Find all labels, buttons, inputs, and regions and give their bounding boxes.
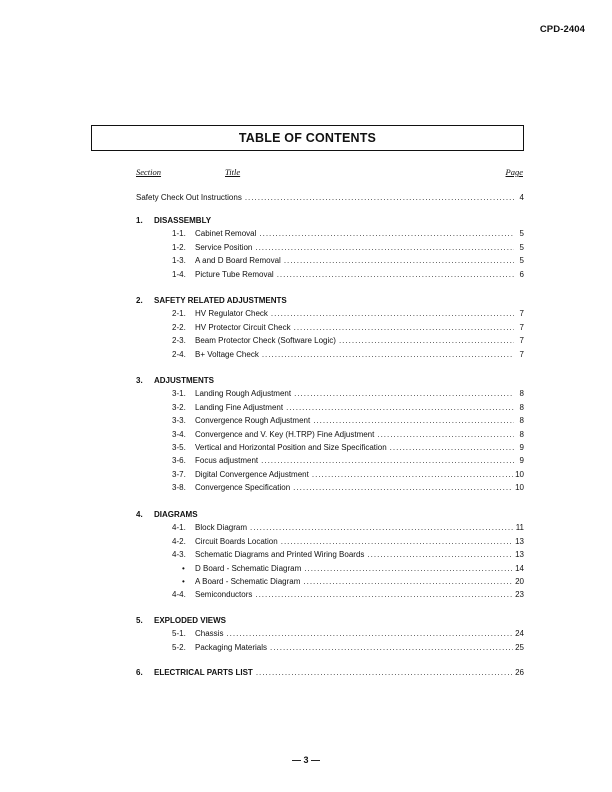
toc-entry[interactable]: [182, 564, 524, 574]
chapter-title: ELECTRICAL PARTS LIST: [154, 668, 253, 677]
entry-text: [172, 430, 374, 440]
dot-leader: [245, 193, 514, 203]
dot-leader: [294, 323, 514, 333]
chapter-title: DIAGRAMS: [154, 510, 198, 519]
entry-label: Landing Rough Adjustment: [195, 389, 292, 399]
dot-leader: [339, 336, 514, 346]
entry-label: Block Diagram: [195, 523, 248, 533]
entry-text: [172, 537, 278, 547]
entry-label: A and D Board Removal: [195, 256, 281, 266]
dot-leader: [367, 550, 513, 560]
entry-number: 3-1.: [172, 389, 186, 399]
toc-entry[interactable]: [172, 456, 524, 466]
entry-page: 8: [519, 416, 524, 426]
dot-leader: [294, 389, 514, 399]
page-number: — 3 —: [291, 755, 320, 765]
dot-leader: [312, 470, 513, 480]
entry-number: 1-4.: [172, 269, 186, 279]
entry-text: [172, 256, 281, 266]
toc-entry[interactable]: [172, 629, 524, 639]
entry-label: Beam Protector Check (Software Logic): [195, 336, 336, 346]
entry-number: 3-4.: [172, 429, 186, 439]
entry-text: [182, 564, 301, 574]
entry-page: 8: [519, 389, 524, 399]
entry-page: 7: [519, 322, 524, 332]
entry-page: 5: [519, 242, 524, 252]
entry-label: Service Position: [195, 242, 253, 252]
entry-number: 3-5.: [172, 443, 186, 452]
chapter-heading[interactable]: [136, 668, 524, 678]
entry-label: Vertical and Horizontal Position and Size Specification: [195, 443, 387, 452]
dot-leader: [281, 537, 513, 547]
entry-label: Circuit Boards Location: [195, 536, 278, 546]
entry-text: [172, 309, 268, 319]
toc-entry[interactable]: [172, 416, 524, 426]
entry-number: 2-3.: [172, 336, 186, 346]
toc-entry[interactable]: [172, 643, 524, 653]
entry-page: 9: [519, 456, 524, 466]
entry-number: 2-4.: [172, 349, 186, 359]
entry-page: 20: [515, 577, 524, 586]
entry-text: [172, 550, 364, 560]
entry-label: Picture Tube Removal: [195, 269, 274, 279]
entry-number: 2-2.: [172, 322, 186, 332]
entry-label: Semiconductors: [195, 590, 253, 600]
entry-page: 7: [519, 309, 524, 319]
entry-label: B+ Voltage Check: [195, 349, 259, 359]
dot-leader: [271, 309, 514, 319]
dot-leader: [284, 256, 514, 266]
toc-entry[interactable]: [172, 256, 524, 266]
entry-page: 10: [515, 483, 524, 493]
dot-leader: [277, 270, 514, 280]
entry-label: Safety Check Out Instructions: [136, 193, 242, 202]
entry-text: [172, 483, 290, 493]
entry-label: Schematic Diagrams and Printed Wiring Boards: [195, 550, 365, 560]
entry-text: [172, 629, 223, 639]
chapter-heading[interactable]: [136, 216, 211, 226]
entry-text: [172, 323, 291, 333]
entry-number: 2-1.: [172, 309, 186, 319]
entry-page: 5: [519, 256, 524, 266]
toc-entry[interactable]: [172, 309, 524, 319]
entry-page: 8: [519, 429, 524, 439]
toc-entry[interactable]: [172, 443, 524, 453]
entry-number: 4-1.: [172, 523, 186, 533]
chapter-heading[interactable]: [136, 296, 287, 306]
dot-leader: [259, 229, 514, 239]
entry-label: Cabinet Removal: [195, 229, 257, 239]
entry-label: HV Regulator Check: [195, 309, 268, 319]
entry-text: [172, 470, 309, 480]
dot-leader: [261, 456, 514, 466]
entry-page: 23: [515, 590, 524, 600]
chapter-heading[interactable]: [136, 616, 226, 626]
toc-entry[interactable]: [172, 523, 524, 533]
entry-label: Convergence Rough Adjustment: [195, 416, 311, 426]
entry-label: Packaging Materials: [195, 642, 268, 652]
dot-leader: [313, 416, 514, 426]
chapter-title: EXPLODED VIEWS: [154, 616, 227, 625]
dot-leader: [255, 590, 513, 600]
toc-entry[interactable]: [172, 323, 524, 333]
entry-page: 13: [515, 550, 524, 560]
toc-entry[interactable]: [182, 577, 524, 587]
toc-entry[interactable]: [172, 229, 524, 239]
entry-page: 8: [519, 402, 524, 412]
entry-page: 7: [519, 336, 524, 346]
dot-leader: [286, 403, 514, 413]
entry-page: 9: [519, 443, 524, 452]
chapter-title: ADJUSTMENTS: [154, 376, 215, 385]
dot-leader: [255, 243, 514, 253]
dot-leader: [293, 483, 513, 493]
column-header-title: Title: [225, 167, 241, 177]
dot-leader: [390, 443, 514, 453]
entry-label: D Board - Schematic Diagram: [195, 563, 302, 573]
entry-number: 1-2.: [172, 242, 186, 252]
entry-number: 3-2.: [172, 402, 186, 412]
entry-text: [172, 416, 310, 426]
entry-number: 4-2.: [172, 536, 186, 546]
entry-page: 11: [515, 523, 524, 533]
entry-text: [172, 643, 267, 653]
entry-label: HV Protector Circuit Check: [195, 322, 291, 332]
dot-leader: [262, 350, 514, 360]
toc-entry[interactable]: [172, 403, 524, 413]
entry-label: A Board - Schematic Diagram: [195, 577, 301, 586]
entry-text: [172, 443, 387, 453]
entry-page: 13: [515, 536, 524, 546]
entry-number: 4-3.: [172, 550, 186, 560]
entry-page: 26: [515, 668, 524, 677]
entry-page: 4: [519, 193, 524, 202]
column-header-page: Page: [505, 167, 523, 177]
dot-leader: [250, 523, 514, 533]
toc-entry[interactable]: [172, 483, 524, 493]
entry-number: 5-1.: [172, 629, 186, 639]
entry-text: [172, 403, 283, 413]
entry-page: 6: [519, 269, 524, 279]
entry-page: 14: [515, 563, 524, 573]
entry-number: 5-2.: [172, 642, 186, 652]
bullet-mark: •: [182, 577, 185, 586]
entry-number: 1-1.: [172, 229, 186, 239]
chapter-number: 4.: [136, 510, 143, 519]
entry-number: 3-8.: [172, 483, 186, 493]
entry-label: Digital Convergence Adjustment: [195, 469, 309, 479]
toc-entry[interactable]: [172, 350, 524, 360]
entry-label: Focus adjustment: [195, 456, 259, 466]
chapter-number: 3.: [136, 376, 143, 385]
chapter-title: SAFETY RELATED ADJUSTMENTS: [154, 296, 287, 305]
toc-entry[interactable]: [172, 336, 524, 346]
entry-label: Chassis: [195, 629, 224, 639]
chapter-number: 1.: [136, 216, 143, 225]
chapter-number: 5.: [136, 616, 143, 625]
dot-leader: [226, 629, 513, 639]
toc-title-box: [91, 125, 524, 151]
entry-page: 5: [519, 229, 524, 239]
entry-label: Landing Fine Adjustment: [195, 402, 284, 412]
dot-leader: [303, 577, 513, 587]
dot-leader: [377, 430, 514, 440]
dot-leader: [256, 668, 513, 678]
entry-page: 24: [515, 629, 524, 639]
entry-text: [172, 243, 252, 253]
entry-text: [172, 456, 258, 466]
entry-label: Convergence and V. Key (H.TRP) Fine Adjustment: [195, 429, 375, 439]
toc-entry[interactable]: [172, 470, 524, 480]
dot-leader: [270, 643, 513, 653]
entry-page: 10: [515, 469, 524, 479]
entry-number: 3-3.: [172, 416, 186, 426]
toc-entry[interactable]: [172, 550, 524, 560]
entry-text: [172, 229, 256, 239]
entry-text: [182, 577, 300, 587]
chapter-heading[interactable]: [136, 376, 214, 386]
chapter-heading[interactable]: [136, 510, 198, 520]
toc-entry[interactable]: [172, 537, 524, 547]
column-header-section: Section: [136, 167, 162, 177]
toc-entry[interactable]: [172, 270, 524, 280]
dot-leader: [304, 564, 513, 574]
entry-text: [172, 350, 259, 360]
entry-number: 4-4.: [172, 590, 186, 600]
bullet-mark: •: [182, 563, 185, 573]
entry-number: 3-7.: [172, 469, 186, 479]
chapter-number: 2.: [136, 296, 143, 305]
entry-text: [172, 590, 252, 600]
toc-entry-safety[interactable]: [136, 193, 524, 203]
entry-number: 3-6.: [172, 456, 186, 466]
chapter-number: 6.: [136, 668, 143, 677]
entry-number: 1-3.: [172, 256, 186, 266]
entry-label: Convergence Specification: [195, 483, 291, 493]
entry-page: 7: [519, 349, 524, 359]
chapter-title: DISASSEMBLY: [154, 216, 212, 225]
toc-entry[interactable]: [172, 590, 524, 600]
toc-title: TABLE OF CONTENTS: [238, 131, 377, 145]
entry-text: [172, 389, 291, 399]
toc-entry[interactable]: [172, 389, 524, 399]
entry-text: [172, 336, 336, 346]
entry-text: [172, 523, 247, 533]
entry-text: [172, 270, 274, 280]
toc-entry[interactable]: [172, 430, 524, 440]
toc-entry[interactable]: [172, 243, 524, 253]
model-number: CPD-2404: [539, 24, 585, 35]
entry-page: 25: [515, 642, 524, 652]
